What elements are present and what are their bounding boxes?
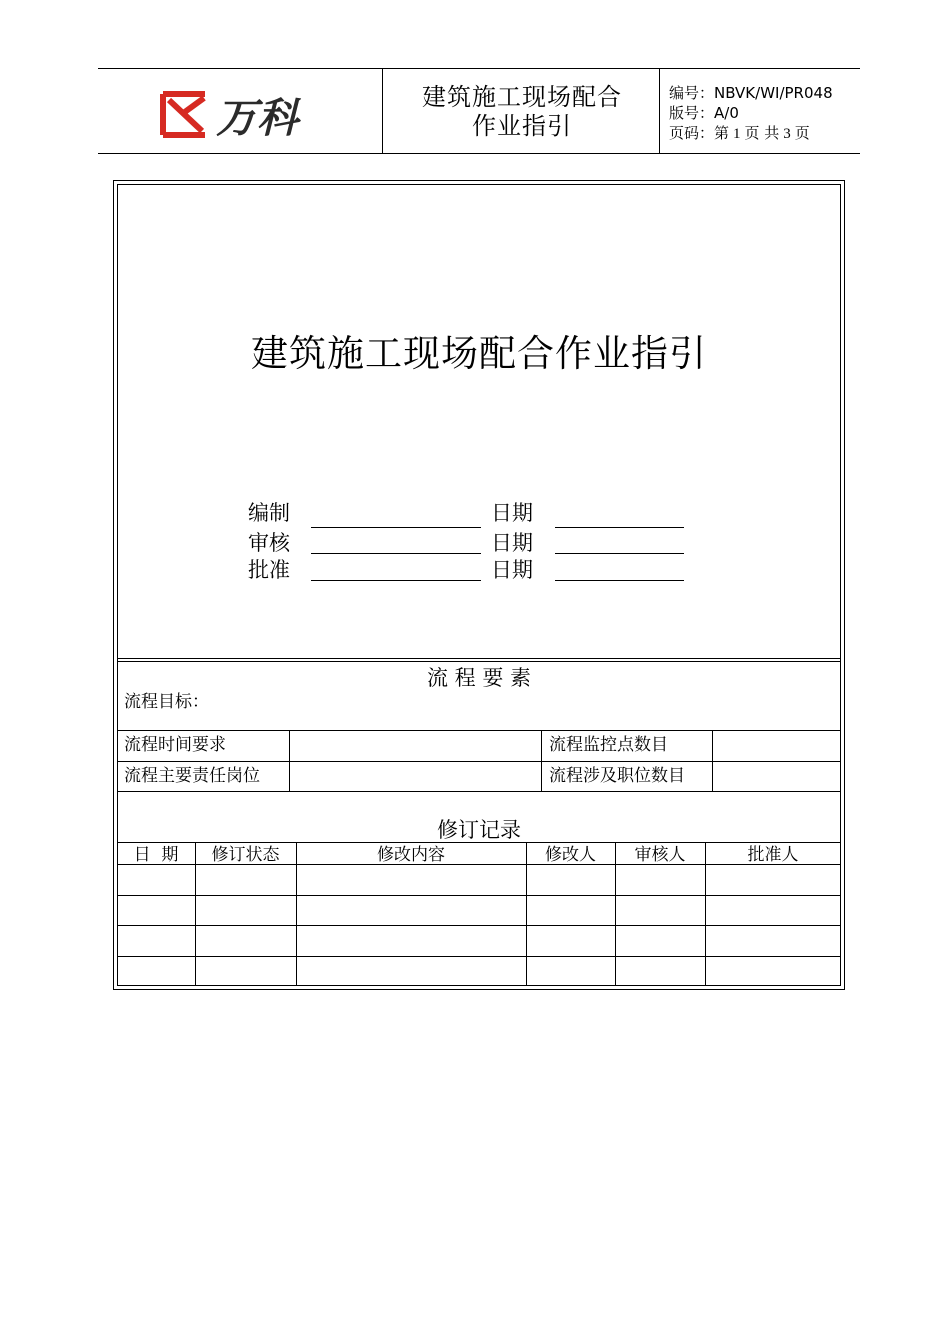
revision-col-approver: 批准人 xyxy=(747,845,799,865)
table-row[interactable] xyxy=(117,865,841,895)
process-goal-label: 流程目标： xyxy=(124,692,209,712)
sig-date-line[interactable] xyxy=(555,580,684,581)
table-rule xyxy=(117,761,841,762)
sig-role-approved: 批准 xyxy=(248,558,290,582)
sig-date-label: 日期 xyxy=(491,558,533,582)
sig-line-prepared[interactable] xyxy=(311,527,481,528)
process-monitor-label: 流程监控点数目 xyxy=(549,735,668,755)
document-title: 建筑施工现场配合作业指引 xyxy=(251,332,707,375)
table-rule xyxy=(712,730,713,791)
sig-line-approved[interactable] xyxy=(311,580,481,581)
sig-role-reviewed: 审核 xyxy=(248,531,290,555)
table-rule xyxy=(541,730,542,791)
process-positions-label: 流程涉及职位数目 xyxy=(549,766,685,786)
sig-date-label: 日期 xyxy=(491,501,533,525)
sig-date-line[interactable] xyxy=(555,527,684,528)
svg-text:万科: 万科 xyxy=(216,94,298,139)
vanke-logo-icon xyxy=(158,87,328,139)
header-divider xyxy=(382,69,383,153)
table-rule xyxy=(289,730,290,791)
document-header xyxy=(98,68,860,154)
doc-version: 版号：A/0 xyxy=(669,104,739,122)
header-meta xyxy=(669,83,833,144)
revision-col-content: 修改内容 xyxy=(377,845,445,865)
table-row[interactable] xyxy=(117,957,841,986)
sig-date-line[interactable] xyxy=(555,553,684,554)
process-time-label: 流程时间要求 xyxy=(124,735,226,755)
sig-line-reviewed[interactable] xyxy=(311,553,481,554)
table-rule xyxy=(117,791,841,792)
table-row[interactable] xyxy=(117,896,841,925)
header-title: 建筑施工现场配合 作业指引 xyxy=(422,83,622,140)
page-number: 页码：第 1 页 共 3 页 xyxy=(669,124,810,142)
table-rule xyxy=(117,730,841,731)
table-row[interactable] xyxy=(117,926,841,956)
revision-col-date: 日 期 xyxy=(133,845,179,865)
section-divider xyxy=(117,658,841,659)
vanke-logo xyxy=(158,87,328,139)
sig-date-label: 日期 xyxy=(491,531,533,555)
revision-heading: 修订记录 xyxy=(437,818,521,842)
process-heading: 流 程 要 素 xyxy=(426,666,532,690)
revision-col-reviewer: 审核人 xyxy=(634,845,686,865)
doc-code: 编号：NBVK/WI/PR048 xyxy=(669,84,833,102)
table-rule xyxy=(117,842,841,843)
revision-col-status: 修订状态 xyxy=(211,845,280,865)
sig-role-prepared: 编制 xyxy=(248,501,290,525)
process-owner-label: 流程主要责任岗位 xyxy=(124,766,260,786)
revision-col-editor: 修改人 xyxy=(545,845,596,865)
section-divider xyxy=(117,661,841,662)
